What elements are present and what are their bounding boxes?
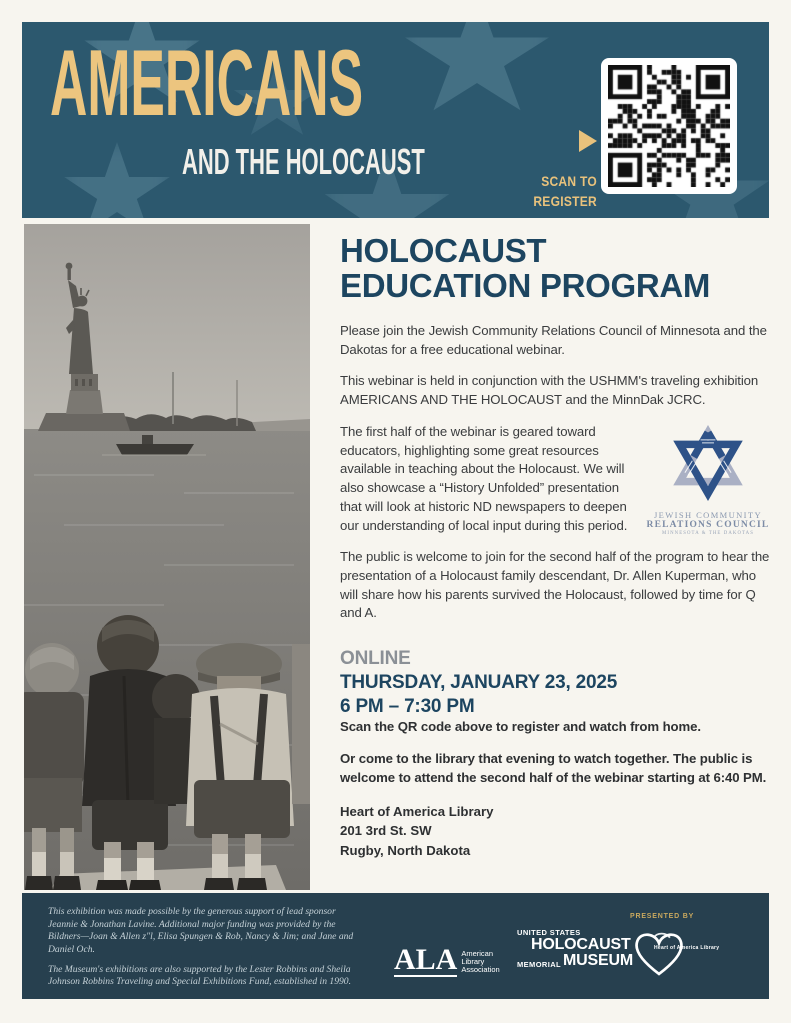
event-mode: ONLINE [340, 648, 411, 670]
library-note: Or come to the library that evening to watch together. The public is welcome to attend the second half of the webinar starting at 6:40 PM. [340, 751, 767, 785]
qr-code [601, 58, 737, 194]
venue-street: 201 3rd St. SW [340, 823, 432, 839]
register-label: REGISTER [533, 193, 597, 210]
scan-to-label: SCAN TO [541, 173, 597, 189]
page-title-line1: HOLOCAUST [340, 232, 547, 269]
footer-banner [22, 893, 769, 999]
event-date: THURSDAY, JANUARY 23, 2025 [340, 671, 618, 693]
ala-name [461, 950, 499, 975]
photo-illustration [24, 224, 310, 890]
exhibition-paragraph: This webinar is held in conjunction with the USHMM's traveling exhibition AMERICANS AND THE HOLOCAUST and the MinnDak JCRC. [340, 373, 759, 408]
presented-by-block [630, 913, 719, 980]
event-details [340, 647, 772, 718]
credit-paragraph-2: The Museum's exhibitions are also supported by the Lester Robbins and Sheila Johnson Robbins Traveling and Special Exhibitions Fund, established in 1990. [48, 963, 351, 988]
star-of-david-icon [667, 425, 749, 501]
presented-by-label: PRESENTED BY [630, 913, 695, 920]
heart-library-label: Heart of America Library [654, 945, 720, 951]
header-banner [22, 22, 769, 218]
exhibit-title-holocaust: AND THE HOLOCAUST [182, 141, 425, 182]
ushmm-line3: MEMORIAL [517, 960, 562, 969]
main-content [340, 234, 772, 861]
scan-to-register-block [523, 130, 597, 212]
sponsor-credits [48, 906, 360, 996]
jcrc-logo [644, 425, 772, 536]
ushmm-line2: HOLOCAUST [531, 935, 631, 953]
statue-of-liberty-photo [24, 224, 310, 890]
intro-paragraph: Please join the Jewish Community Relations Council of Minnesota and the Dakotas for a free educational webinar. [340, 322, 767, 357]
venue-address [340, 802, 772, 861]
credit-paragraph-1: This exhibition was made possible by the generous support of lead sponsor Jeannie & Jonathan Lavine. Additional major funding was provided by the Bildners—Joan & Allen z"l, Elisa Spungen & Rob, Nancy & Jim; and Jane and Daniel Och. [48, 906, 354, 955]
page-title-line2: EDUCATION PROGRAM [340, 266, 711, 304]
jcrc-name-line3: MINNESOTA & THE DAKOTAS [662, 530, 754, 536]
ala-name-line2: Library [461, 957, 485, 966]
venue-name: Heart of America Library [340, 803, 494, 819]
ushmm-logo [517, 928, 633, 969]
qr-code-pattern [608, 65, 730, 187]
ala-name-line1: American [461, 948, 494, 958]
ushmm-line1: UNITED STATES [517, 928, 581, 937]
second-half-paragraph: The public is welcome to join for the second half of the program to hear the presentation of a Holocaust family descendant, Dr. Allen Kuperman, who will share how his parents survived the Holocaust, followed by time for Q and A. [340, 549, 770, 621]
star-decoration [62, 142, 172, 218]
star-decoration [402, 22, 552, 122]
scan-note: Scan the QR code above to register and watch from home. [340, 719, 701, 735]
ala-name-line3: Association [461, 965, 500, 975]
page-title [340, 234, 772, 304]
jcrc-name-line2: RELATIONS COUNCIL [646, 519, 770, 530]
right-arrow-icon [579, 130, 597, 152]
ala-logo [394, 943, 500, 977]
venue-city: Rugby, North Dakota [340, 843, 471, 859]
jcrc-name-line1: JEWISH COMMUNITY [653, 509, 763, 520]
heart-icon [630, 928, 688, 980]
ala-acronym: ALA [394, 943, 458, 976]
event-time: 6 PM – 7:30 PM [340, 695, 475, 717]
ushmm-line4: MUSEUM [563, 951, 633, 969]
first-half-paragraph: The first half of the webinar is geared toward educators, highlighting some great resources available in teaching about the Holocaust. We will also showcase a “History Unfolded” presentation that will look at historic ND newspapers to deepen our understanding of local input during this period. [340, 423, 628, 533]
exhibit-title-americans: AMERICANS [50, 30, 364, 135]
